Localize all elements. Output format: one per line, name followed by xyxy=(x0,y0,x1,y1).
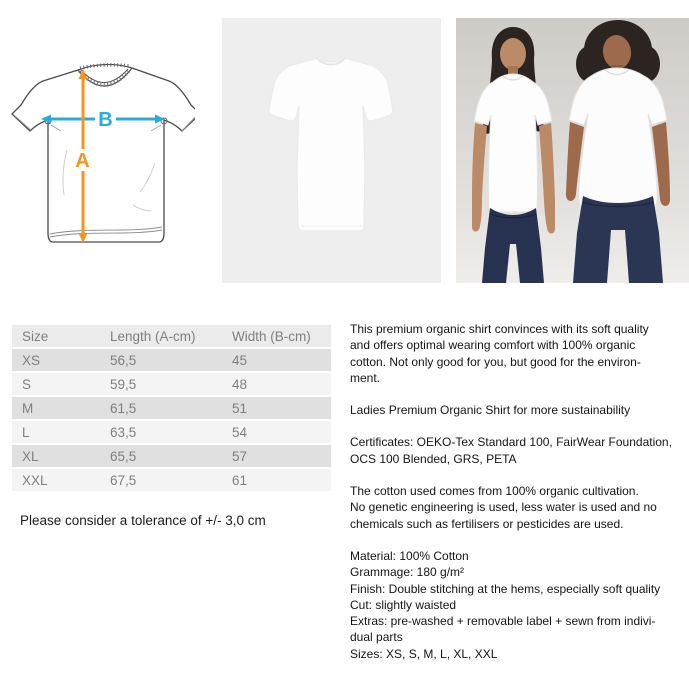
spec-finish: Finish: Double stitching at the hems, especially soft quality xyxy=(350,581,661,596)
cell-width: 51 xyxy=(232,400,248,416)
table-row-l xyxy=(12,421,331,443)
table-row-xl xyxy=(12,445,331,467)
size-table xyxy=(12,325,331,493)
tshirt-line-drawing-icon xyxy=(5,45,195,260)
description-line: chemicals such as fertilisers or pesticides are used. xyxy=(350,516,624,531)
size-table-header-row xyxy=(12,325,331,347)
spec-material: Material: 100% Cotton xyxy=(350,548,469,563)
cell-length: 56,5 xyxy=(110,352,137,368)
table-row-xs xyxy=(12,349,331,371)
description-line: No genetic engineering is used, less water is used and no xyxy=(350,500,657,515)
description-line: Certificates: OEKO-Tex Standard 100, FairWear Foundation, xyxy=(350,435,672,450)
spec-extras-2: dual parts xyxy=(350,630,403,645)
spec-cut: Cut: slightly waisted xyxy=(350,597,457,612)
width-b-label: B xyxy=(98,109,113,131)
tolerance-note: Please consider a tolerance of +/- 3,0 cm xyxy=(20,513,266,528)
description-line: Ladies Premium Organic Shirt for more sustainability xyxy=(350,403,631,418)
cell-size: XXL xyxy=(22,472,48,488)
cell-length: 67,5 xyxy=(110,472,137,488)
spec-extras: Extras: pre-washed + removable label + sewn from indivi- xyxy=(350,614,656,629)
product-description xyxy=(350,321,689,662)
description-line: This premium organic shirt convinces with its soft quality xyxy=(350,322,649,336)
cell-size: M xyxy=(22,400,34,416)
cell-size: S xyxy=(22,376,32,392)
cell-width: 61 xyxy=(232,472,248,488)
spec-grammage: Grammage: 180 g/m² xyxy=(350,565,465,580)
cell-size: XS xyxy=(22,352,41,368)
table-row-s xyxy=(12,373,331,395)
length-a-label: A xyxy=(75,150,90,172)
description-paragraph xyxy=(350,434,689,467)
description-line: ment. xyxy=(350,370,381,385)
cell-length: 61,5 xyxy=(110,400,137,416)
description-line: cotton. Not only good for you, but good for the environ- xyxy=(350,354,641,369)
table-row-m xyxy=(12,397,331,419)
table-row-xxl xyxy=(12,469,331,491)
description-paragraph xyxy=(350,321,689,386)
description-line: OCS 100 Blended, GRS, PETA xyxy=(350,451,517,466)
description-paragraph xyxy=(350,402,689,418)
cell-length: 59,5 xyxy=(110,376,137,392)
cell-width: 45 xyxy=(232,352,248,368)
cell-size: L xyxy=(22,424,30,440)
column-header-width: Width (B-cm) xyxy=(232,328,311,344)
description-paragraph xyxy=(350,483,689,532)
cell-size: XL xyxy=(22,448,39,464)
models-image xyxy=(456,18,689,283)
description-specs xyxy=(350,548,689,662)
description-line: The cotton used comes from 100% organic cultivation. xyxy=(350,484,639,499)
cell-width: 48 xyxy=(232,376,248,392)
tshirt-measurement-diagram xyxy=(5,45,195,260)
column-header-size: Size xyxy=(22,328,49,344)
models-photo xyxy=(456,18,689,283)
cell-width: 54 xyxy=(232,424,248,440)
cell-length: 63,5 xyxy=(110,424,137,440)
column-header-length: Length (A-cm) xyxy=(110,328,196,344)
cell-length: 65,5 xyxy=(110,448,137,464)
flat-tshirt-image xyxy=(222,18,441,283)
description-line: and offers optimal wearing comfort with 100% organic xyxy=(350,338,636,353)
spec-sizes: Sizes: XS, S, M, L, XL, XXL xyxy=(350,646,498,661)
product-photo-flat-tshirt xyxy=(222,18,441,283)
cell-width: 57 xyxy=(232,448,248,464)
